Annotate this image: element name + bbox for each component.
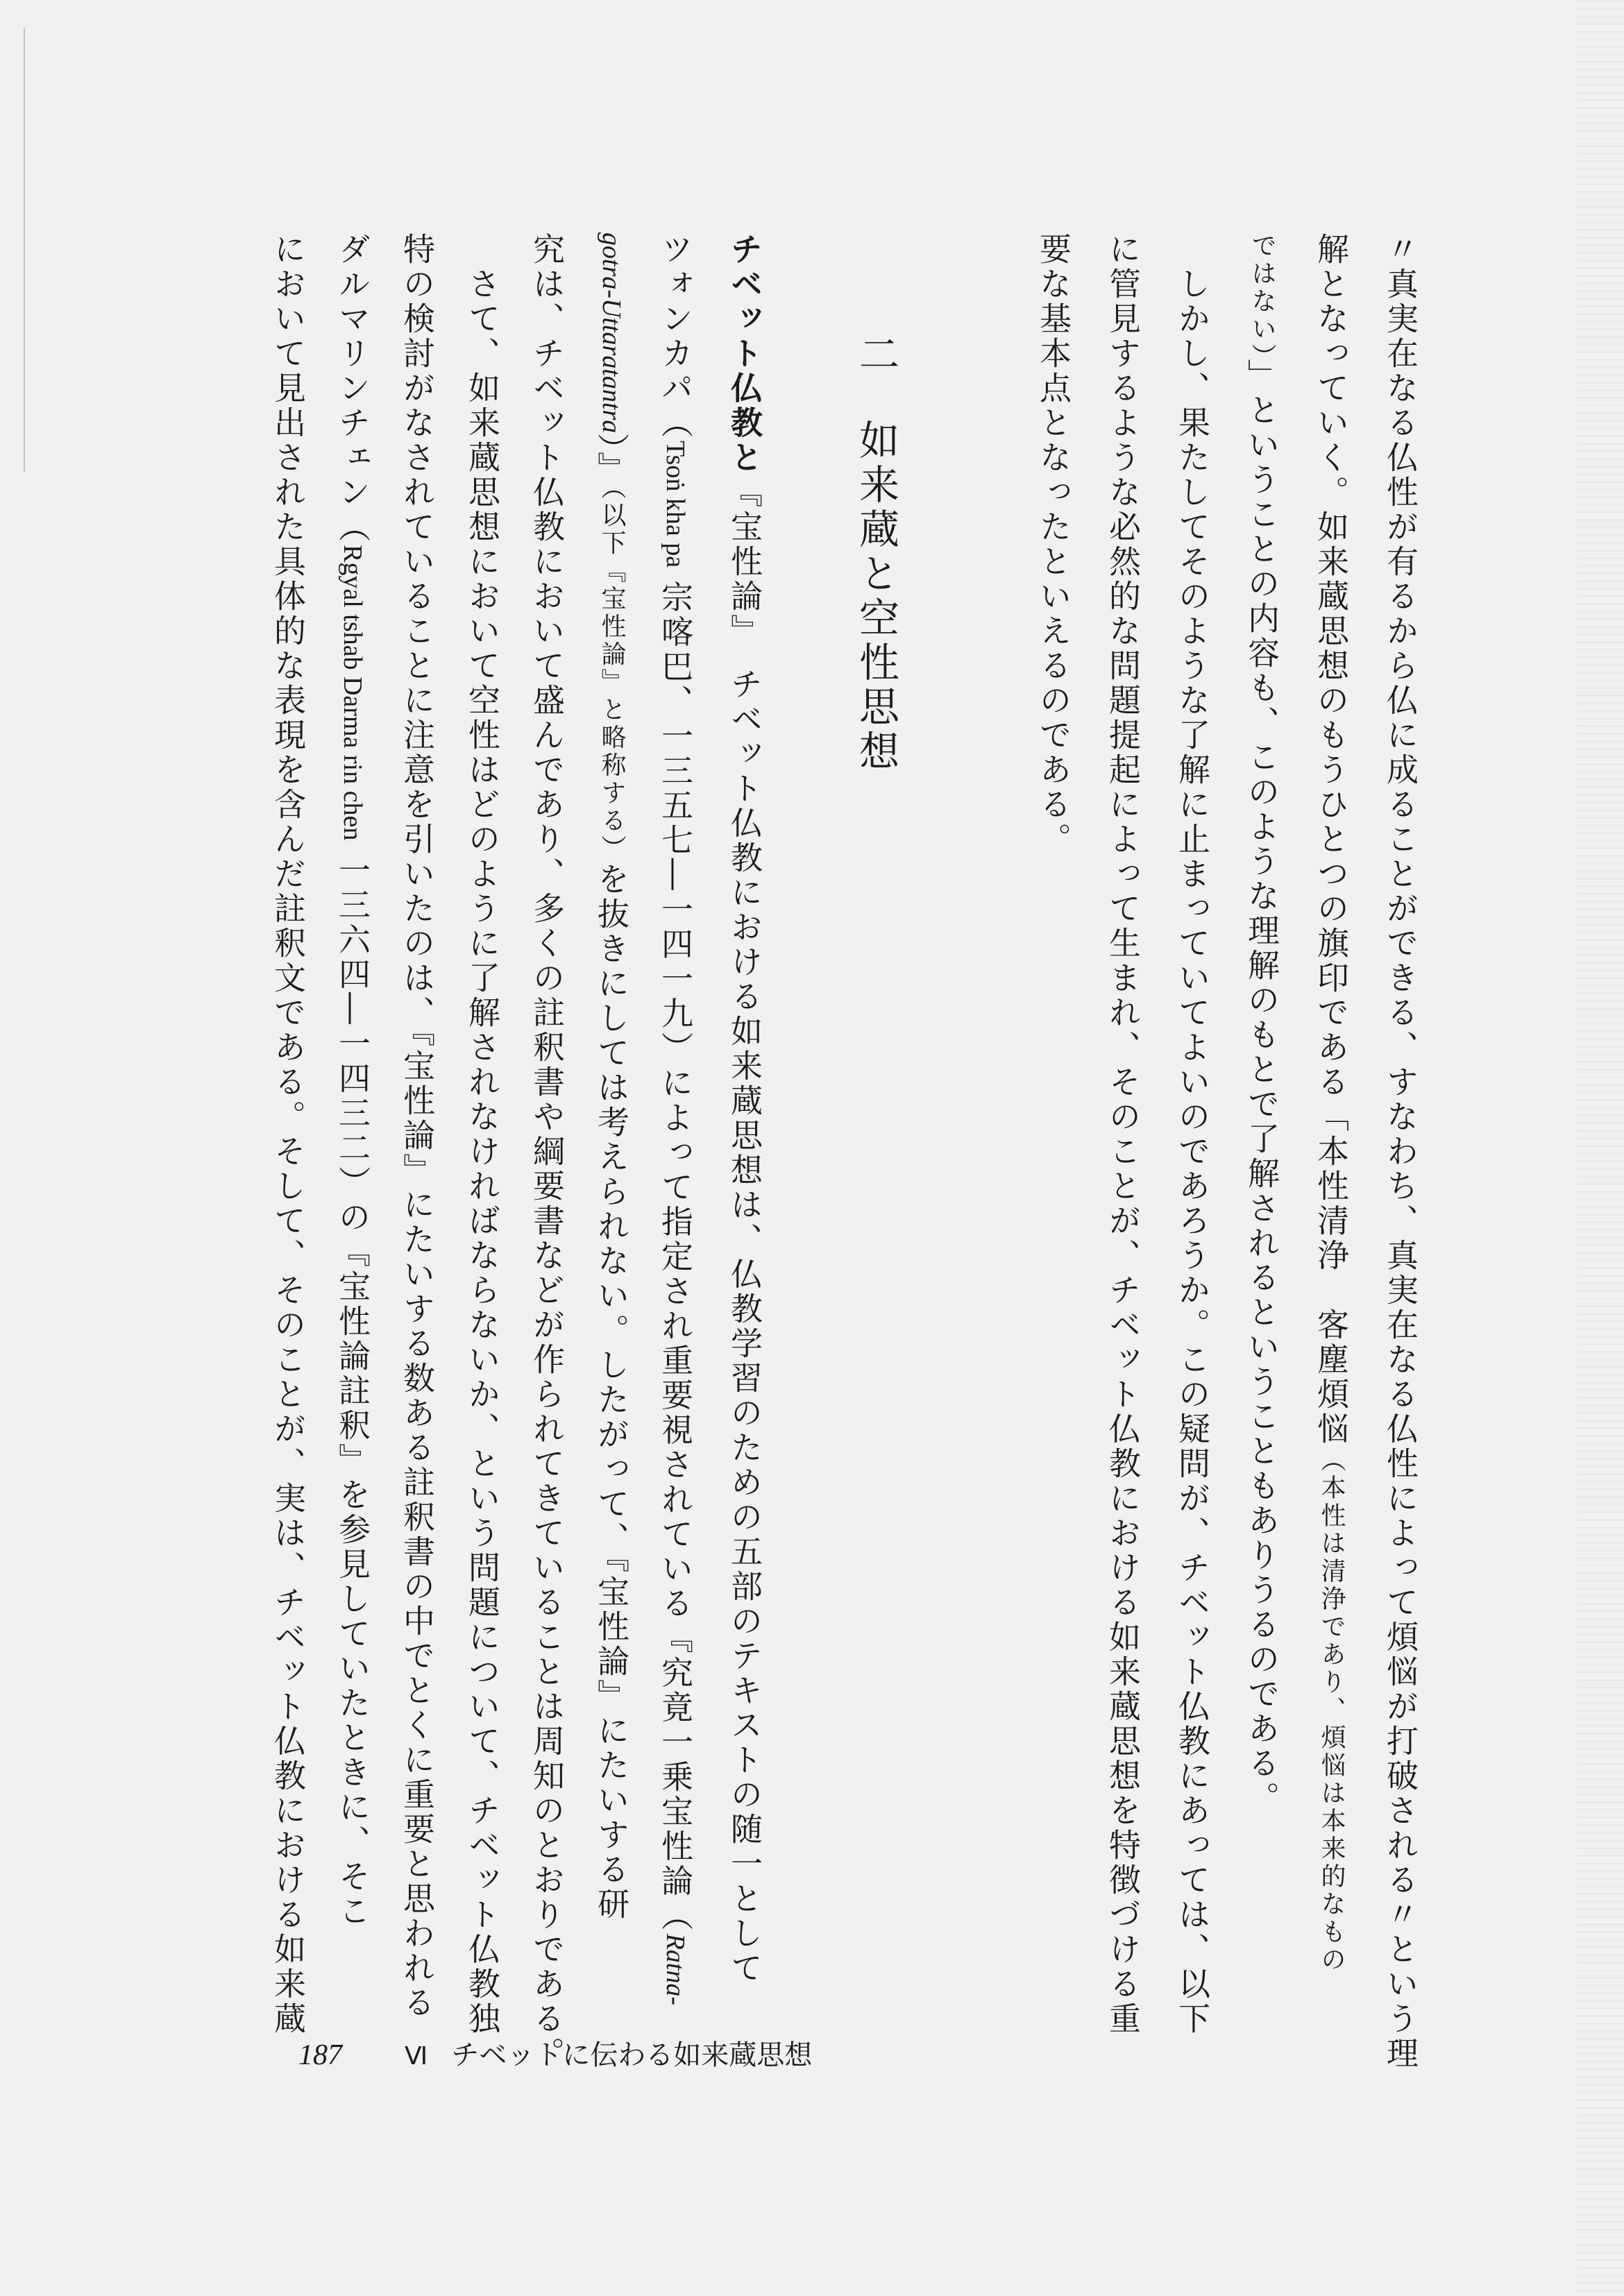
page-number: 187	[298, 2039, 342, 2071]
column-text: 解となっていく。如来蔵思想のもうひとつの旗印である「本性清浄 客塵煩悩	[1312, 232, 1350, 1447]
inline-note: （本性は清浄であり、煩悩は本来的なもの	[1317, 1447, 1346, 1974]
text-column	[1104, 232, 1142, 2036]
section-number: 二	[852, 333, 899, 377]
sanskrit-title: gotra-Uttaratantra	[597, 232, 626, 434]
text-column	[528, 232, 566, 2071]
sanskrit-title: Ratna-	[661, 1933, 690, 2006]
inline-note: ではない）	[1248, 232, 1276, 359]
text-column	[464, 267, 501, 2036]
text-column	[269, 232, 307, 2036]
section-title: 如来蔵と空性思想	[852, 419, 899, 774]
column-text: 〃真実在なる仏性が有るから仏に成ることができる、すなわち、真実在なる仏性によって煩悩が打破される〃という理	[1382, 232, 1419, 2071]
inline-note: （以下『宝性論』と略称する）	[598, 486, 626, 863]
column-text: 」ということの内容も、このような理解のもとで了解されるということもありうるのである。	[1243, 359, 1280, 1816]
romanized-name: Tsoṅ kha pa	[661, 441, 690, 568]
column-text: しかし、果たしてそのような了解に止まっていてよいのであろうか。この疑問が、チベット仏教にあっては、以下	[1174, 267, 1211, 2036]
column-text: 要な基本点となったといえるのである。	[1035, 232, 1072, 857]
text-column	[593, 232, 630, 1923]
column-text: ダルマリンチェン（	[334, 232, 371, 545]
column-text: 特の検討がなされていることに注意を引いたのは、『宝性論』にたいする数ある註釈書の中でとくに重要と思われる	[398, 232, 436, 2021]
column-text: さて、如来蔵思想において空性はどのように了解されなければならないか、という問題について、チベット仏教独	[464, 267, 501, 2036]
text-column	[1174, 267, 1211, 2036]
chapter-number: Ⅵ	[405, 2042, 428, 2070]
column-text: に管見するような必然的な問題提起によって生まれ、そのことが、チベット仏教における如来蔵思想を特徴づける重	[1104, 232, 1142, 2036]
binding-shadow	[24, 28, 25, 472]
column-text: 『宝性論』 チベット仏教における如来蔵思想は、仏教学習のための五部のテキストの随一として	[726, 475, 763, 1986]
text-column	[1243, 232, 1280, 1816]
romanized-name: Rgyal tshab Darma rin chen	[338, 545, 367, 841]
text-column	[1382, 232, 1419, 2071]
column-text: 一三六四―一四三二）の『宝性論註釈』を参見していたときに、そこ	[334, 840, 371, 1929]
text-column	[726, 232, 763, 1986]
text-column	[398, 232, 436, 2021]
running-footer	[298, 2033, 812, 2073]
text-column	[1035, 232, 1072, 857]
running-title: チベットに伝わる如来蔵思想	[451, 2039, 813, 2071]
column-text: 究は、チベット仏教において盛んであり、多くの註釈書や綱要書などが作られてきていることは周知のとおりである。	[528, 232, 566, 2071]
column-text: を抜きにしては考えられない。したがって、『宝性論』にたいする研	[593, 862, 630, 1923]
page-edge-texture	[1575, 0, 1624, 2296]
text-column	[1312, 232, 1350, 1974]
text-column	[657, 232, 694, 2006]
column-text: において見出された具体的な表現を含んだ註釈文である。そして、そのことが、実は、チベット仏教における如来蔵	[269, 232, 307, 2036]
text-column	[334, 232, 371, 1929]
column-text: 宗喀巴、一三五七―一四一九）によって指定され重要視されている『究竟一乗宝性論（	[657, 568, 694, 1934]
subsection-heading: チベット仏教と	[726, 232, 763, 475]
column-text: ツォンカパ（	[657, 232, 694, 441]
section-heading	[847, 333, 905, 774]
column-text: ）』	[593, 433, 630, 487]
